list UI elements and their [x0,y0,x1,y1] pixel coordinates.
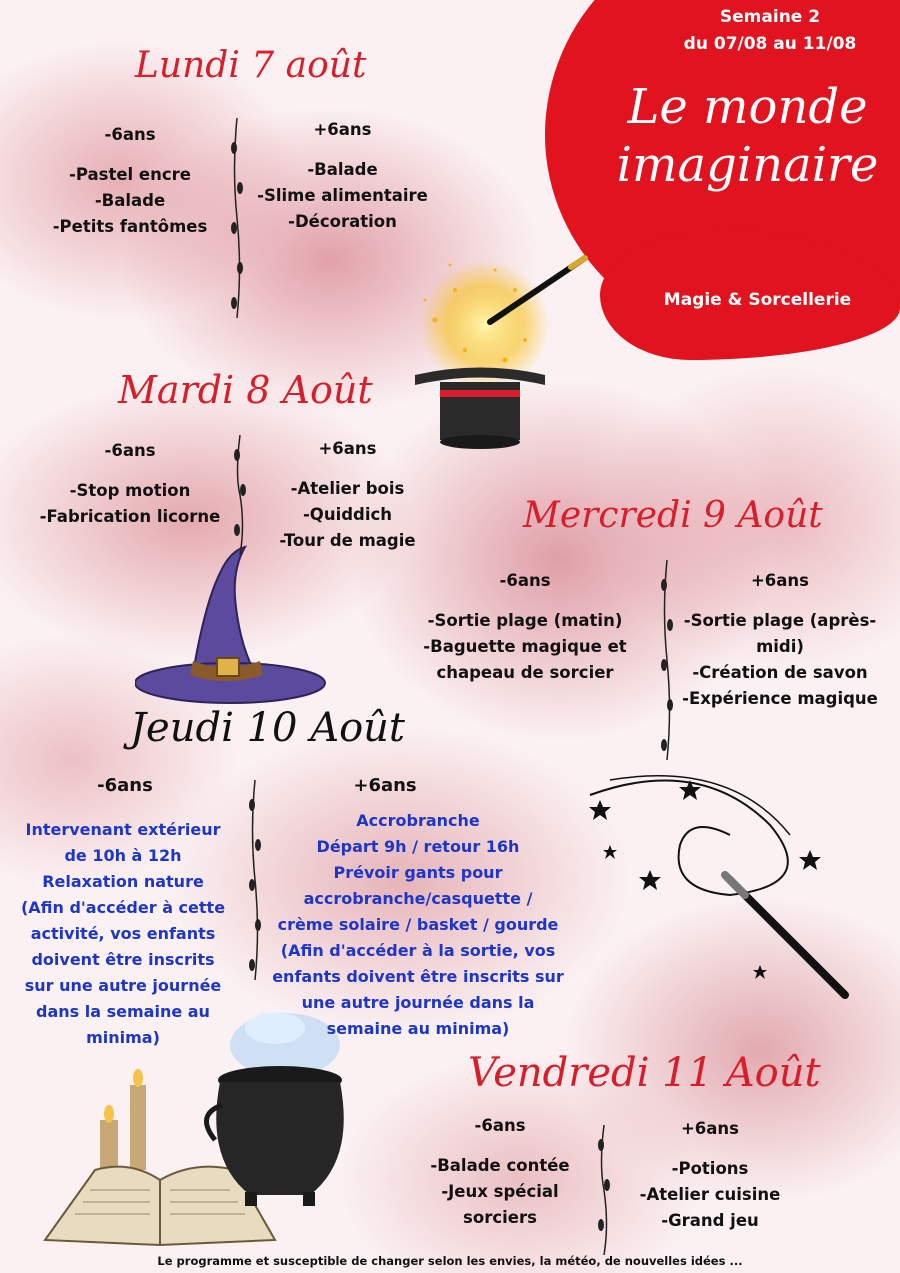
info-line: (Afin d'accéder à la sortie, vos [280,941,556,960]
week-label: Semaine 2 [719,7,821,27]
list-item: -Balade [307,160,378,179]
info-line: Départ 9h / retour 16h [316,837,520,856]
info-line: minima) [86,1028,160,1047]
lundi-minus-label: -6ans [104,125,156,144]
mardi-plus-label: +6ans [318,439,377,458]
list-item: midi) [756,637,804,656]
info-line: semaine au minima) [326,1019,510,1038]
wand-swirl-icon [580,765,860,1005]
info-line: dans la semaine au [36,1002,210,1021]
vine-divider [233,435,247,555]
info-line: une autre journée dans la [301,993,535,1012]
info-line: Prévoir gants pour [333,863,503,882]
day-title-mardi: Mardi 8 Août [118,368,373,412]
jeudi-minus-info [8,817,238,1051]
list-item: -Balade [94,191,166,210]
info-line: activité, vos enfants [30,924,216,943]
list-item: -Sortie plage (matin) [427,611,623,630]
lundi-plus-column [250,117,435,235]
list-item: -Atelier bois [290,479,405,498]
list-item: -Expérience magique [682,689,878,708]
day-title-vendredi: Vendredi 11 Août [468,1050,821,1096]
list-item: -Sortie plage (après- [683,611,877,630]
vine-divider [597,1125,611,1255]
info-line: sur une autre journée [24,976,222,995]
list-item: -Balade contée [430,1156,570,1175]
list-item: -Slime alimentaire [257,186,428,205]
lundi-minus-column [40,122,220,240]
mercredi-minus-column [415,568,635,686]
list-item: -Stop motion [69,481,191,500]
jeudi-plus-info [258,808,578,1042]
vine-divider [230,118,244,318]
mardi-minus-column [20,438,240,530]
list-item: -Fabrication licorne [39,507,221,526]
jeudi-plus-label: +6ans [353,775,417,796]
lundi-plus-label: +6ans [313,120,372,139]
list-item: -Création de savon [692,663,868,682]
day-title-lundi: Lundi 7 août [135,45,367,86]
list-item: -Tour de magie [279,531,416,550]
theme-subtitle: Magie & Sorcellerie [663,290,852,310]
info-line: Relaxation nature [42,872,204,891]
info-line: de 10h à 12h [64,846,182,865]
vine-divider [660,560,674,760]
week-dates: du 07/08 au 11/08 [683,34,857,54]
jeudi-minus-label: -6ans [97,775,153,796]
mardi-minus-label: -6ans [104,441,156,460]
vendredi-plus-column [625,1116,795,1234]
info-line: Accrobranche [356,811,480,830]
mercredi-plus-label: +6ans [750,571,809,590]
info-line: enfants doivent être inscrits sur [272,967,564,986]
info-line: (Afin d'accéder à cette [20,898,226,917]
info-line: Intervenant extérieur [25,820,221,839]
theme-line-2: imaginaire [616,137,879,193]
mercredi-minus-label: -6ans [499,571,551,590]
vendredi-minus-label: -6ans [474,1116,526,1135]
footer-note: Le programme et susceptible de changer selon les envies, la météo, de nouvelles idées ... [157,1254,743,1268]
vendredi-minus-column [415,1113,585,1231]
day-title-mercredi: Mercredi 9 Août [523,495,823,536]
list-item: -Baguette magique et [423,637,627,656]
list-item: -Décoration [288,212,397,231]
list-item: chapeau de sorcier [436,663,614,682]
info-line: doivent être inscrits [31,950,215,969]
info-line: accrobranche/casquette / [303,889,533,908]
list-item: -Jeux spécial [441,1182,559,1201]
mardi-plus-column [260,436,435,554]
theme-line-1: Le monde [627,79,868,135]
witch-hat-icon [135,543,335,708]
list-item: -Atelier cuisine [639,1185,781,1204]
theme-title [595,78,900,194]
week-header [640,4,900,58]
info-line: crème solaire / basket / gourde [277,915,559,934]
list-item: sorciers [463,1208,537,1227]
list-item: -Pastel encre [69,165,191,184]
mercredi-plus-column [675,568,885,712]
day-title-jeudi: Jeudi 10 Août [130,705,405,751]
list-item: -Potions [671,1159,749,1178]
vendredi-plus-label: +6ans [680,1119,739,1138]
list-item: -Petits fantômes [52,217,208,236]
list-item: -Quiddich [302,505,393,524]
magic-wand-icon [395,250,595,460]
list-item: -Grand jeu [661,1211,759,1230]
